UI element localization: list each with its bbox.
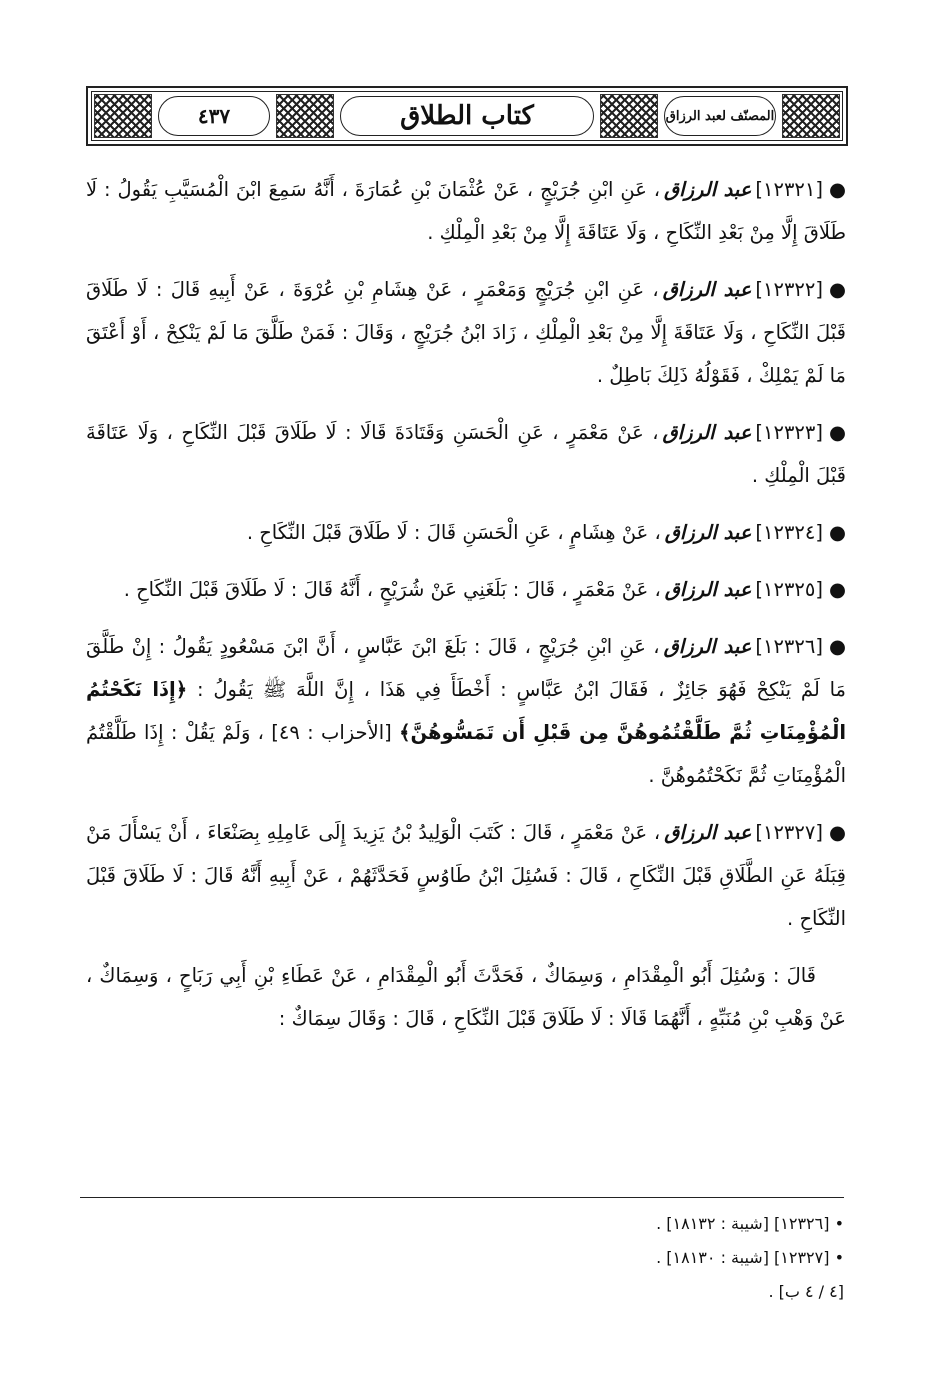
narrator-name: عبد الرزاق <box>664 821 752 844</box>
page-header <box>86 86 848 146</box>
hadith-entry <box>86 168 846 254</box>
quran-quote: ﴿إِذَا نَكَحْتُمُ الْمُؤْمِنَاتِ ثُمَّ طَلَّقْتُمُوهُنَّ مِن قَبْلِ أَن تَمَسُّوهُنَّ﴾ <box>86 678 846 744</box>
hadith-text: ، عَنْ مَعْمَرٍ ، قَالَ : بَلَغَنِي عَنْ شُرَيْحٍ ، أَنَّهُ قَالَ : لَا طَلَاقَ قَبْلَ النِّكَاحِ . <box>123 578 661 601</box>
narrator-name: عبد الرزاق <box>663 635 752 658</box>
bullet-icon: ● <box>828 278 846 301</box>
chapter-title: كتاب الطلاق <box>400 101 534 131</box>
hadith-entry <box>86 811 846 940</box>
ornament-mid-left <box>276 94 334 138</box>
hadith-number: [١٢٣٢٥] <box>755 578 823 601</box>
narrator-name: عبد الرزاق <box>664 178 752 201</box>
hadith-entry <box>86 511 846 554</box>
footnote-divider <box>80 1197 844 1198</box>
narrator-name: عبد الرزاق <box>662 421 752 444</box>
hadith-entry <box>86 411 846 497</box>
bullet-icon: ● <box>828 578 846 601</box>
bullet-icon: ● <box>828 821 846 844</box>
main-text <box>86 168 846 1050</box>
hadith-text: ، عَنْ مَعْمَرٍ ، قَالَ : كَتَبَ الْوَلِيدُ بْنُ يَزِيدَ إِلَى عَامِلِهِ بِصَنْعَاءَ ، أَنْ يَسْأَلَ مَنْ قِبَلَهُ عَنِ الطَّلَاقِ قَبْلَ النِّكَاحِ ، قَالَ : فَسُئِلَ ابْنُ طَاوُسٍ فَحَدَّثَهُمْ ، عَنْ أَبِيهِ أَنَّهُ قَالَ : لَا طَلَاقَ قَبْلَ النِّكَاحِ . <box>86 821 846 930</box>
chapter-title-box <box>340 96 594 136</box>
continuation-paragraph: قَالَ : وَسُئِلَ أَبُو الْمِقْدَامِ ، وَسِمَاكٌ ، فَحَدَّثَ أَبُو الْمِقْدَامِ ، عَنْ عَطَاءِ بْنِ أَبِي رَبَاحٍ ، وَسِمَاكٌ ، عَنْ وَهْبِ بْنِ مُنَبِّهٍ ، أَنَّهُمَا قَالَا : لَا طَلَاقَ قَبْلَ النِّكَاحِ ، قَالَ : وَقَالَ سِمَاكٌ : <box>86 964 846 1030</box>
hadith-number: [١٢٣٢١] <box>755 178 823 201</box>
hadith-number: [١٢٣٢٦] <box>755 635 823 658</box>
hadith-entry <box>86 268 846 397</box>
hadith-text: ، عَنِ ابْنِ جُرَيْجٍ وَمَعْمَرٍ ، عَنْ هِشَامِ بْنِ عُرْوَةَ ، عَنْ أَبِيهِ قَالَ : لَا طَلَاقَ قَبْلَ النِّكَاحِ ، وَلَا عَتَاقَةَ إِلَّا مِنْ بَعْدِ الْمِلْكِ ، زَادَ ابْنُ جُرَيْجٍ ، وَقَالَ : فَمَنْ طَلَّقَ مَا لَمْ يَنْكِحْ ، أَوْ أَعْتَقَ مَا لَمْ يَمْلِكْ ، فَقَوْلُهُ ذَلِكَ بَاطِلٌ . <box>86 278 846 387</box>
hadith-number: [١٢٣٢٣] <box>755 421 823 444</box>
hadith-text: ، عَنْ هِشَامٍ ، عَنِ الْحَسَنِ قَالَ : لَا طَلَاقَ قَبْلَ النِّكَاحِ . <box>246 521 661 544</box>
footnote: [٤ / ٤ ب] . <box>768 1282 844 1301</box>
book-logo <box>664 96 776 136</box>
page-number: ٤٣٧ <box>197 104 231 128</box>
hadith-text: ، عَنْ مَعْمَرٍ ، عَنِ الْحَسَنِ وَقَتَادَةَ قَالَا : لَا طَلَاقَ قَبْلَ النِّكَاحِ ، وَلَا عَتَاقَةَ قَبْلَ الْمِلْكِ . <box>86 421 846 487</box>
logo-text: المصنّف لعبد الرزاق <box>665 108 775 124</box>
narrator-name: عبد الرزاق <box>664 578 752 601</box>
page-number-box <box>158 96 270 136</box>
hadith-text: ، عَنِ ابْنِ جُرَيْجٍ ، قَالَ : بَلَغَ ابْنَ عَبَّاسٍ ، أَنَّ ابْنَ مَسْعُودٍ يَقُولُ : إِنْ طَلَّقَ مَا لَمْ يَنْكِحْ فَهُوَ جَائِزٌ ، فَقَالَ ابْنُ عَبَّاسٍ : أَخْطَأَ فِي هَذَا ، إِنَّ اللَّهَ ﷺ يَقُولُ : <box>86 635 847 701</box>
hadith-entry <box>86 568 846 611</box>
bullet-icon: ● <box>828 421 846 444</box>
ornament-right <box>782 94 840 138</box>
footnote: • [١٢٣٢٦] [شيبة : ١٨١٣٢] . <box>656 1214 844 1233</box>
hadith-text-continued: [الأحزاب : ٤٩] ، وَلَمْ يَقُلْ : إِذَا طَلَّقْتُمُ الْمُؤْمِنَاتِ ثُمَّ نَكَحْتُمُوهُنَّ . <box>86 721 846 787</box>
hadith-number: [١٢٣٢٢] <box>755 278 823 301</box>
ornament-left <box>94 94 152 138</box>
ornament-mid-right <box>600 94 658 138</box>
bullet-icon: ● <box>828 635 846 658</box>
hadith-number: [١٢٣٢٤] <box>755 521 823 544</box>
narrator-name: عبد الرزاق <box>664 521 752 544</box>
narrator-name: عبد الرزاق <box>662 278 752 301</box>
bullet-icon: ● <box>828 521 846 544</box>
hadith-number: [١٢٣٢٧] <box>755 821 823 844</box>
hadith-text: ، عَنِ ابْنِ جُرَيْجٍ ، عَنْ عُثْمَانَ بْنِ عُمَارَةَ ، أَنَّهُ سَمِعَ ابْنَ الْمُسَيَّبِ يَقُولُ : لَا طَلَاقَ إِلَّا مِنْ بَعْدِ النِّكَاحِ ، وَلَا عَتَاقَةَ إِلَّا مِنْ بَعْدِ الْمِلْكِ . <box>86 178 846 244</box>
bullet-icon: ● <box>828 178 846 201</box>
hadith-entry <box>86 625 846 797</box>
footnotes <box>84 1207 844 1309</box>
footnote: • [١٢٣٢٧] [شيبة : ١٨١٣٠] . <box>656 1248 844 1267</box>
